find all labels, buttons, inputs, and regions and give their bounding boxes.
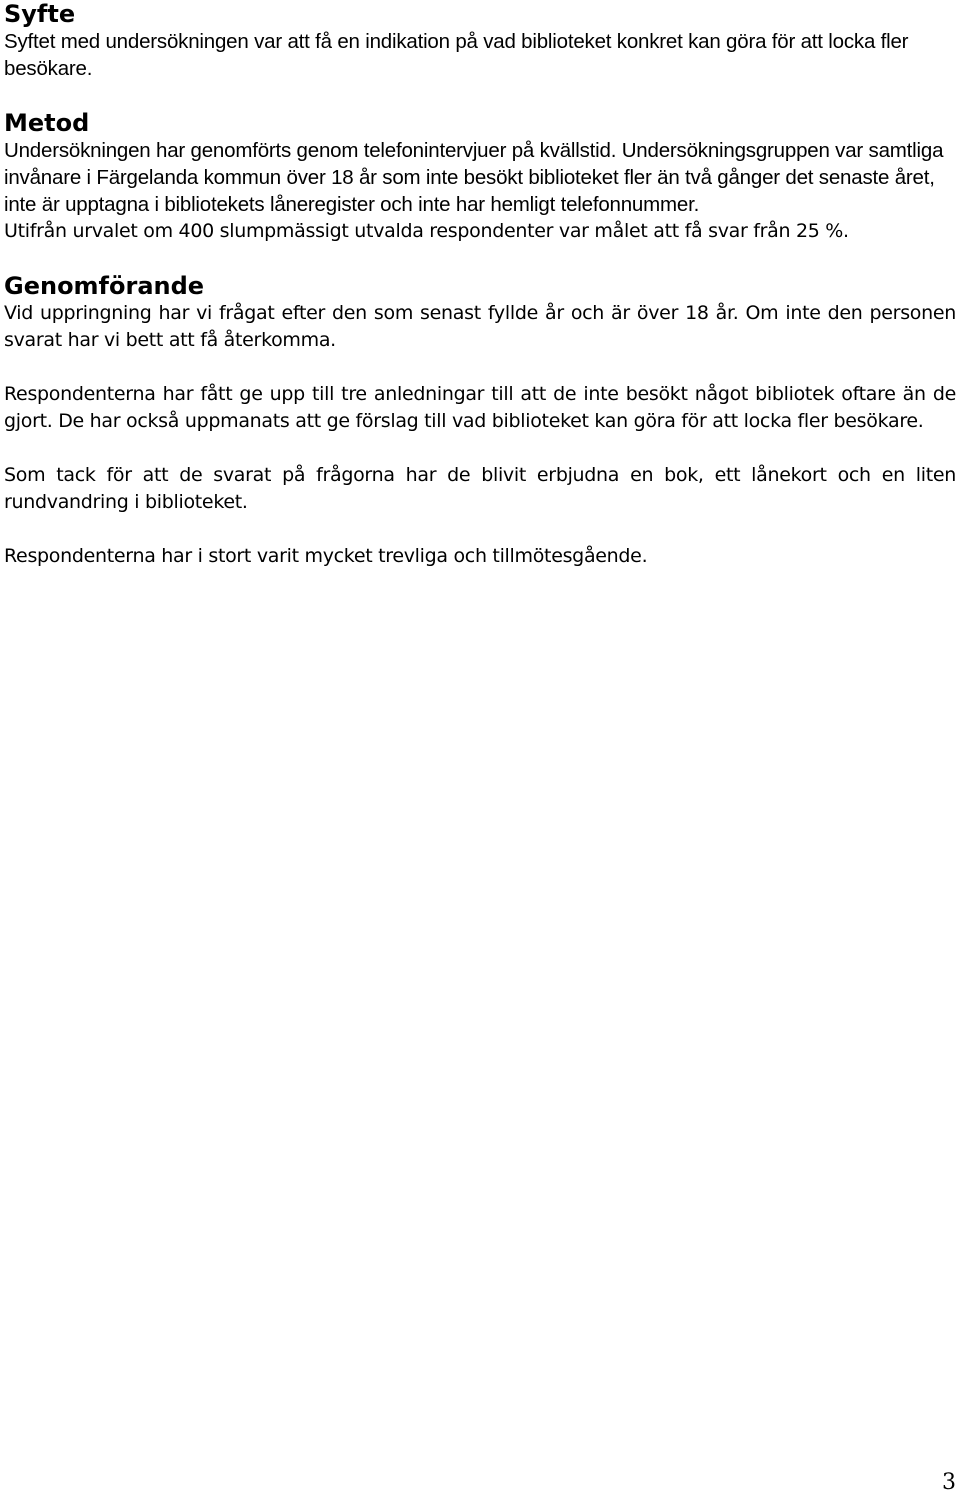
paragraph-genomforande-1: Vid uppringning har vi frågat efter den som senast fyllde år och är över 18 år. Om inte den personen svarat har vi bett att få återkomma.	[4, 302, 956, 351]
spacer	[4, 245, 956, 272]
paragraph-genomforande-2: Respondenterna har fått ge upp till tre anledningar till att de inte besökt något bibliotek oftare än de gjort. De har också uppmanats att ge förslag till vad biblioteket kan göra för att locka fler besökare.	[4, 383, 956, 432]
paragraph-metod-1: Undersökningen har genomförts genom telefonintervjuer på kvällstid. Undersökningsgruppen var samtliga invånare i Färgelanda kommun över 18 år som inte besökt biblioteket fler än två gånger det senaste året, inte är upptagna i bibliotekets låneregister och inte har hemligt telefonnummer.	[4, 139, 944, 216]
section-syfte	[4, 0, 956, 82]
heading-metod: Metod	[4, 109, 90, 137]
paragraph-genomforande-3: Som tack för att de svarat på frågorna har de blivit erbjudna en bok, ett lånekort och en liten rundvandring i biblioteket.	[4, 464, 956, 513]
spacer	[4, 354, 956, 381]
paragraph-genomforande-4: Respondenterna har i stort varit mycket trevliga och tillmötesgående.	[4, 545, 648, 567]
spacer	[4, 435, 956, 462]
document-page	[4, 0, 956, 570]
paragraph-metod-2: Utifrån urvalet om 400 slumpmässigt utvalda respondenter var målet att få svar från 25 %.	[4, 220, 849, 242]
heading-genomforande: Genomförande	[4, 272, 205, 300]
spacer	[4, 516, 956, 543]
paragraph-syfte: Syftet med undersökningen var att få en indikation på vad biblioteket konkret kan göra för att locka fler besökare.	[4, 30, 909, 80]
spacer	[4, 82, 956, 109]
page-number: 3	[942, 1470, 956, 1495]
heading-syfte: Syfte	[4, 0, 76, 28]
section-metod	[4, 109, 956, 245]
section-genomforande	[4, 272, 956, 570]
